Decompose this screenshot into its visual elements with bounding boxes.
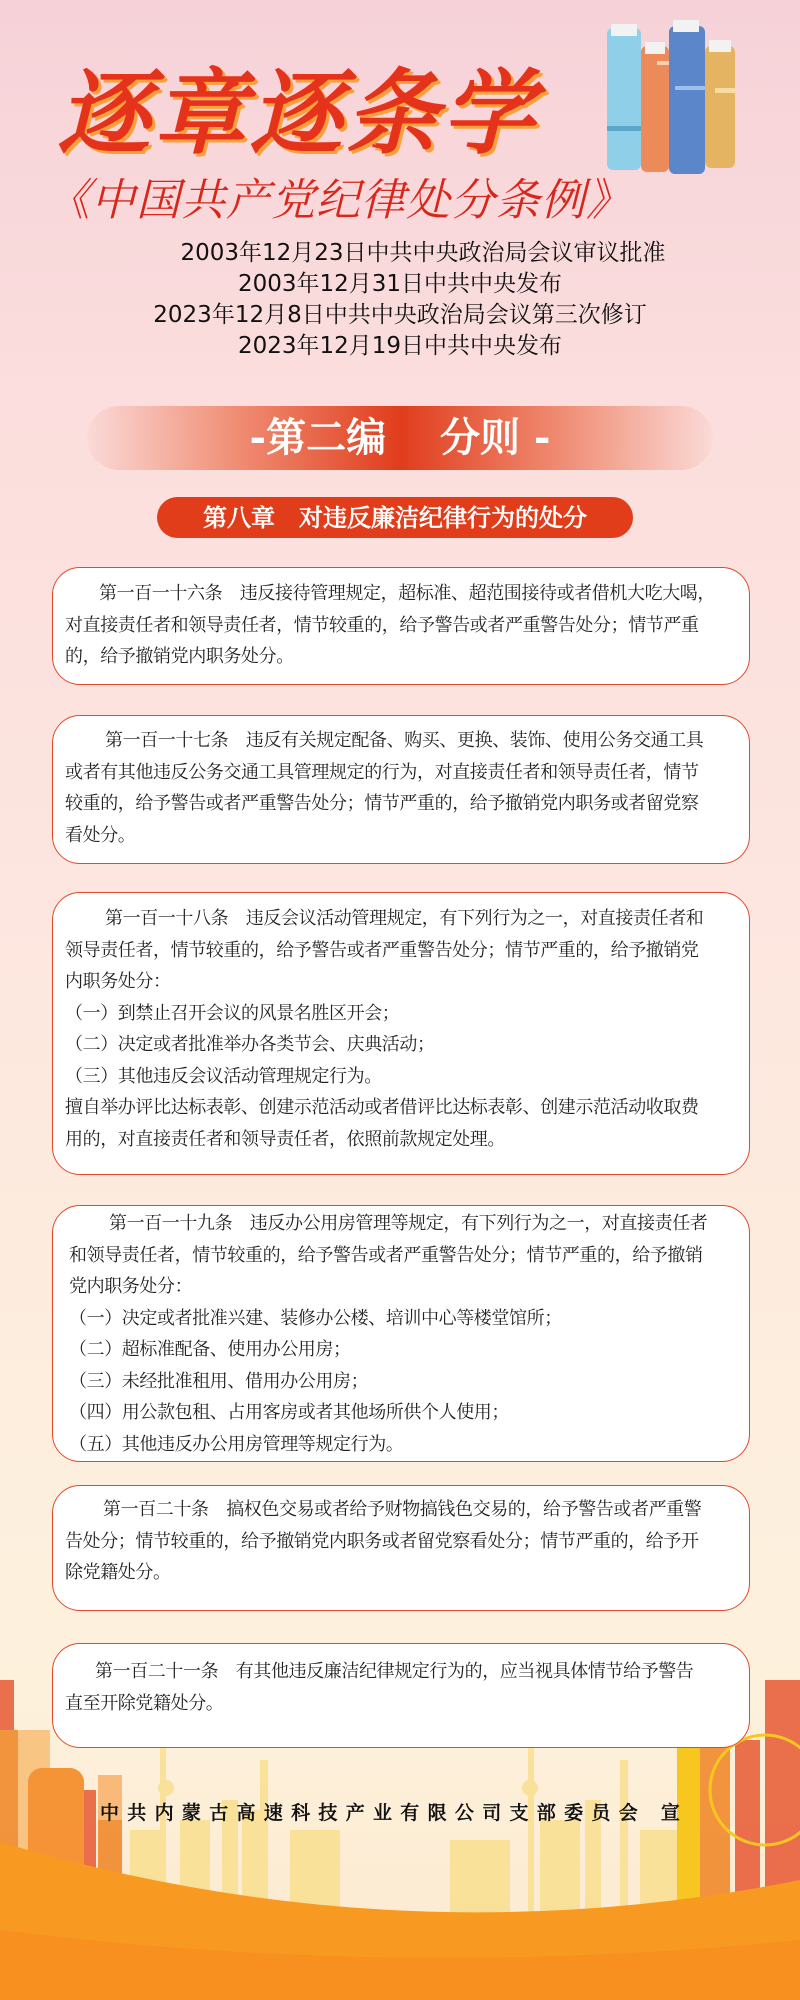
- date-line: 2003年12月31日中共中央发布: [237, 271, 563, 297]
- article-line: （二）超标准配备、使用办公用房；: [69, 1339, 351, 1360]
- article-line: 看处分。: [65, 824, 136, 846]
- date-line: 2023年12月19日中共中央发布: [237, 333, 563, 359]
- date-line: 2023年12月8日中共中央政治局会议第三次修订: [153, 302, 647, 328]
- article-line: 或者有其他违反公务交通工具管理规定的行为，对直接责任者和领导责任者，情节: [65, 761, 699, 783]
- page-title: 逐章逐条学: [58, 59, 539, 167]
- article-line: 第一百一十八条 违反会议活动管理规定，有下列行为之一，对直接责任者和: [105, 908, 704, 929]
- article-line: 第一百一十六条 违反接待管理规定，超标准、超范围接待或者借机大吃大喝，: [99, 583, 715, 604]
- article-line: 告处分；情节较重的，给予撤销党内职务或者留党察看处分；情节严重的，给予开: [65, 1530, 699, 1552]
- article-line: 第一百一十九条 违反办公用房管理等规定，有下列行为之一，对直接责任者: [109, 1213, 708, 1234]
- article-line: （一）决定或者批准兴建、装修办公楼、培训中心等楼堂馆所；: [69, 1307, 562, 1329]
- article-line: 直至开除党籍处分。: [65, 1692, 224, 1714]
- article-line: （一）到禁止召开会议的风景名胜区开会；: [65, 1002, 400, 1024]
- article-line: （三）其他违反会议活动管理规定行为。: [65, 1065, 382, 1087]
- article-line: （二）决定或者批准举办各类节会、庆典活动；: [65, 1034, 435, 1055]
- books-illustration: [605, 16, 745, 176]
- article-line: 除党籍处分。: [65, 1562, 171, 1583]
- article-card: [52, 1485, 750, 1611]
- chapter-title: 第八章 对违反廉洁纪律行为的处分: [157, 497, 633, 538]
- article-line: （四）用公款包租、占用客房或者其他场所供个人使用；: [69, 1402, 509, 1423]
- article-card: [52, 1205, 750, 1462]
- article-line: 领导责任者，情节较重的，给予警告或者严重警告处分；情节严重的，给予撤销党: [65, 939, 699, 961]
- article-line: 擅自举办评比达标表彰、创建示范活动或者借评比达标表彰、创建示范活动收取费: [65, 1097, 699, 1118]
- article-card: [52, 715, 750, 864]
- article-line: 党内职务处分：: [69, 1276, 193, 1297]
- publisher-footer: 中共内蒙古高速科技产业有限公司支部委员会 宣: [100, 1802, 689, 1824]
- article-line: 对直接责任者和领导责任者，情节较重的，给予警告或者严重警告处分；情节严重: [65, 614, 699, 636]
- article-line: 第一百一十七条 违反有关规定配备、购买、更换、装饰、使用公务交通工具: [105, 730, 704, 751]
- article-card: [52, 567, 750, 685]
- article-card: [52, 1643, 750, 1748]
- article-line: 和领导责任者，情节较重的，给予警告或者严重警告处分；情节严重的，给予撤销: [69, 1244, 703, 1266]
- article-line: （三）未经批准租用、借用办公用房；: [69, 1370, 369, 1392]
- article-card: [52, 892, 750, 1175]
- article-line: 的，给予撤销党内职务处分。: [65, 646, 294, 667]
- revision-history: [0, 238, 800, 362]
- date-line: 2003年12月23日中共中央政治局会议审议批准: [180, 240, 666, 266]
- article-line: 用的，对直接责任者和领导责任者，依照前款规定处理。: [65, 1128, 505, 1150]
- article-line: 较重的，给予警告或者严重警告处分；情节严重的，给予撤销党内职务或者留党察: [65, 793, 699, 814]
- article-line: 第一百二十条 搞权色交易或者给予财物搞钱色交易的，给予警告或者严重警: [103, 1499, 702, 1520]
- article-line: 内职务处分：: [65, 971, 171, 992]
- regulation-title: 《中国共产党纪律处分条例》: [46, 175, 631, 226]
- section-banner: -第二编 分则 -: [87, 406, 713, 470]
- article-line: 第一百二十一条 有其他违反廉洁纪律规定行为的，应当视具体情节给予警告: [95, 1661, 694, 1682]
- article-line: （五）其他违反办公用房管理等规定行为。: [69, 1433, 404, 1455]
